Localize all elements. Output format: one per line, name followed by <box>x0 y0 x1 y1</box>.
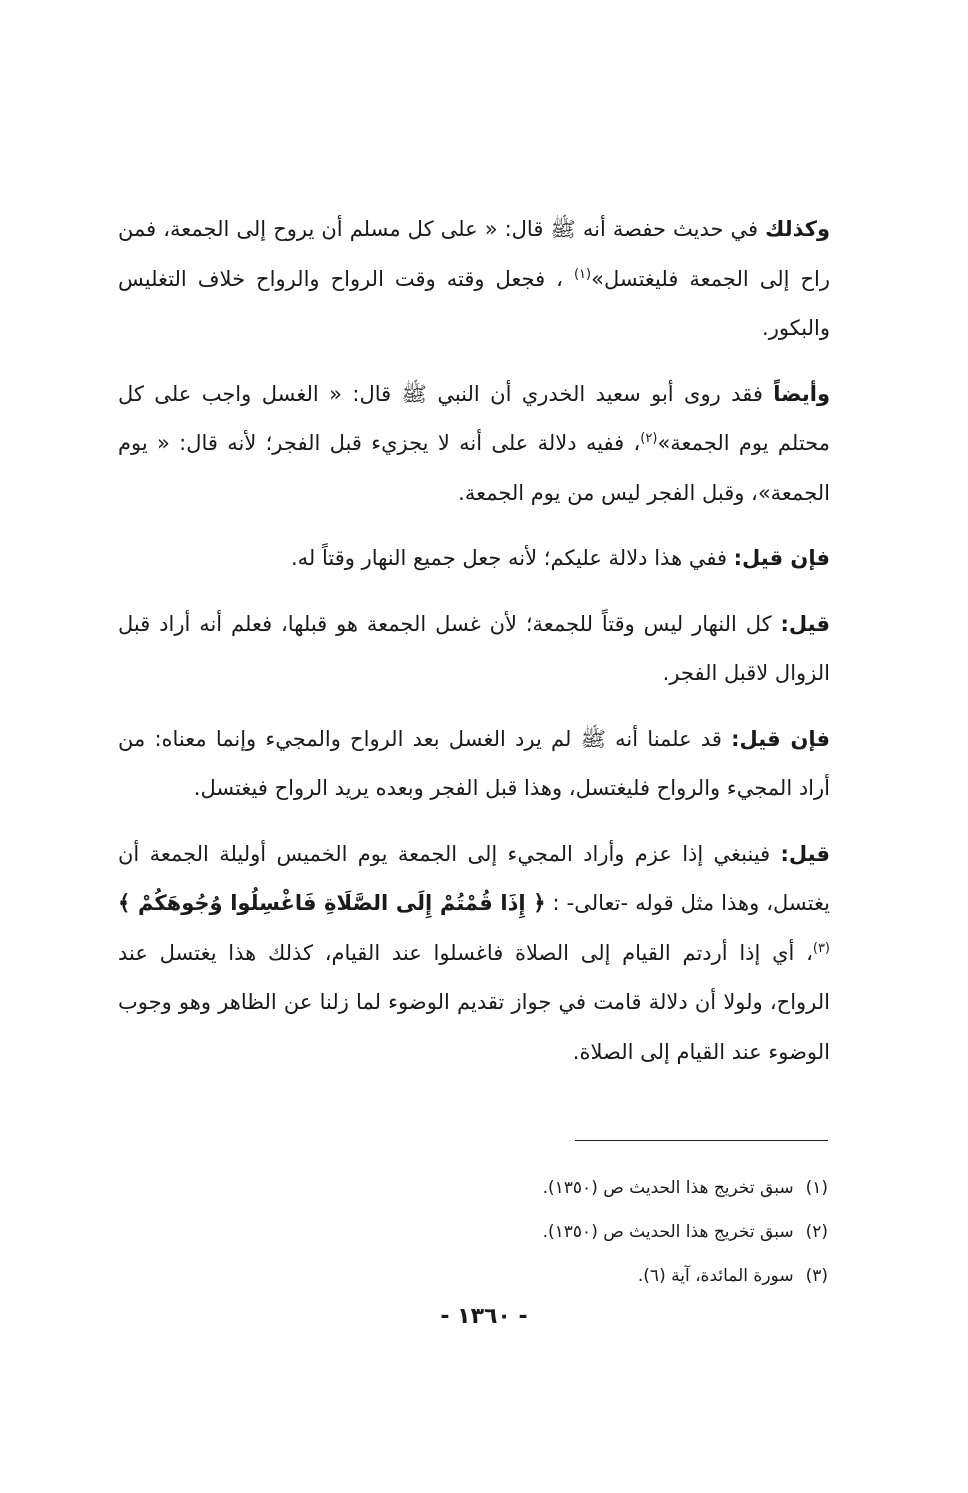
paragraph-4 <box>118 600 830 699</box>
paragraph-lead: قيل: <box>780 841 830 866</box>
main-text <box>118 205 830 1093</box>
footnote-ref: (٢) <box>640 431 658 446</box>
paragraph-1 <box>118 205 830 354</box>
footnote-separator <box>575 1140 828 1141</box>
footnote-number: (٢) <box>805 1222 828 1242</box>
footnote-ref: (١) <box>573 266 592 282</box>
quran-verse: ﴿ إِذَا قُمْتُمْ إِلَى الصَّلَاةِ فَاغْسِلُوا وُجُوهَكُمْ ﴾ <box>118 891 546 915</box>
paragraph-3 <box>118 534 830 584</box>
footnote-1 <box>268 1178 828 1198</box>
paragraph-body: فقد روى أبو سعيد الخدري أن النبي ﷺ قال: « الغسل واجب على كل محتلم يوم الجمعة» <box>118 381 830 455</box>
footnote-text: سورة المائدة، آية (٦). <box>637 1266 794 1286</box>
paragraph-2 <box>118 370 830 519</box>
footnote-number: (٣) <box>805 1266 828 1286</box>
paragraph-lead: وأيضاً <box>773 381 830 406</box>
page-number: - ١٣٦٠ - <box>440 1304 528 1329</box>
paragraph-5 <box>118 715 830 814</box>
paragraph-body: ففي هذا دلالة عليكم؛ لأنه جعل جميع النهار وقتاً له. <box>290 546 734 570</box>
paragraph-body: في حديث حفصة أنه ﷺ قال: « على كل مسلم أن يروح إلى الجمعة، فمن راح إلى الجمعة فليغتسل» <box>118 217 830 291</box>
paragraph-lead: فإن قيل: <box>733 546 830 570</box>
paragraph-lead: فإن قيل: <box>731 726 831 751</box>
paragraph-6 <box>118 830 830 1078</box>
paragraph-tail: ، ففيه دلالة على أنه لا يجزيء قبل الفجر؛ لأنه قال: « يوم الجمعة»، وقبل الفجر ليس من يوم الجمعة. <box>118 431 830 505</box>
paragraph-tail: ، فجعل وقته وقت الرواح والرواح خلاف التغليس والبكور. <box>118 266 830 340</box>
footnote-3 <box>268 1266 828 1286</box>
footnote-number: (١) <box>805 1178 828 1198</box>
footnote-2 <box>268 1222 828 1242</box>
paragraph-tail: ، أي إذا أردتم القيام إلى الصلاة فاغسلوا عند القيام، كذلك هذا يغتسل عند الرواح، ولولا أن دلالة قامت في جواز تقديم الوضوء لما زلنا عن الظاهر وهو وجوب الوضوء عند القيام إلى الصلاة. <box>118 940 830 1064</box>
footnotes <box>268 1178 828 1310</box>
paragraph-lead: قيل: <box>780 611 830 636</box>
paragraph-body: كل النهار ليس وقتاً للجمعة؛ لأن غسل الجمعة هو قبلها، فعلم أنه أراد قبل الزوال لاقبل الفجر. <box>118 611 830 685</box>
footnote-text: سبق تخريج هذا الحديث ص (١٣٥٠). <box>542 1178 794 1198</box>
paragraph-body: فينبغي إذا عزم وأراد المجيء إلى الجمعة يوم الخميس أوليلة الجمعة أن يغتسل، وهذا مثل قوله -تعالى- : <box>118 841 830 915</box>
paragraph-body: قد علمنا أنه ﷺ لم يرد الغسل بعد الرواح والمجيء وإنما معناه: من أراد المجيء والرواح فليغتسل، وهذا قبل الفجر وبعده يريد الرواح فيغتسل. <box>118 726 830 800</box>
footnote-ref: (٣) <box>812 940 830 956</box>
footnote-text: سبق تخريج هذا الحديث ص (١٣٥٠). <box>542 1222 794 1242</box>
paragraph-lead: وكذلك <box>765 217 830 241</box>
